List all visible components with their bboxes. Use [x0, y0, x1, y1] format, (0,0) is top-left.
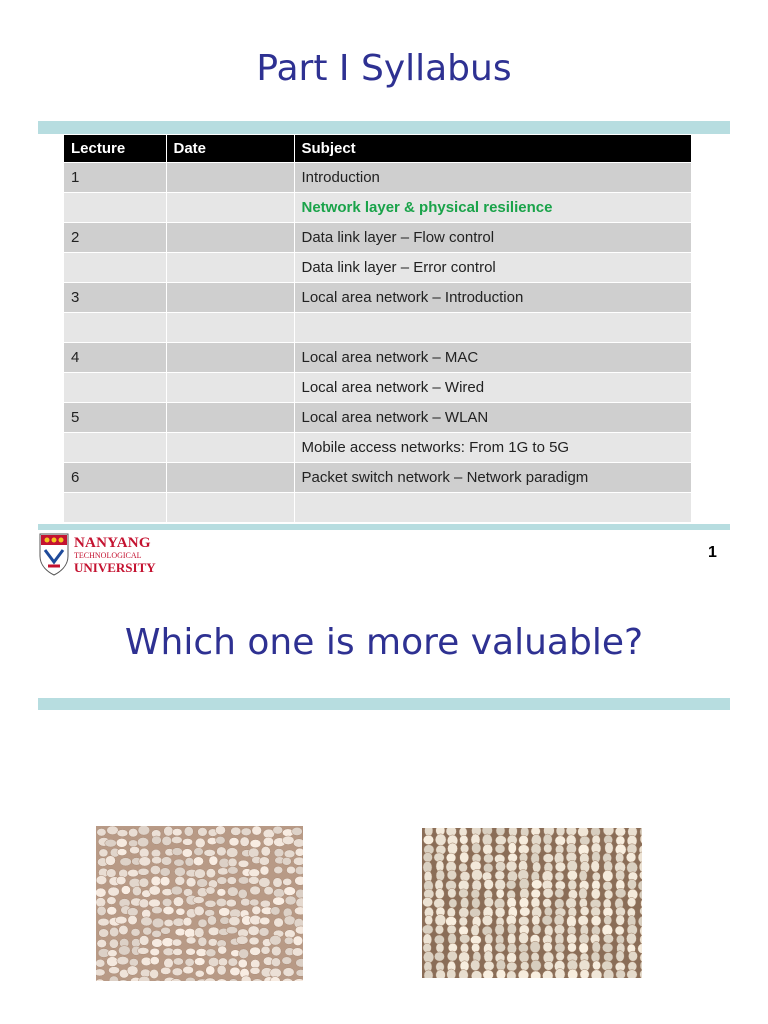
table-row — [64, 343, 691, 373]
table-row — [64, 163, 691, 193]
header-subject: Subject — [294, 135, 691, 163]
cell-subject: Local area network – Wired — [294, 373, 691, 403]
table-row — [64, 493, 691, 523]
table-row — [64, 463, 691, 493]
cell-lecture — [64, 433, 166, 463]
cell-lecture — [64, 493, 166, 523]
table-row — [64, 433, 691, 463]
table-header-row — [64, 135, 691, 163]
table-row — [64, 253, 691, 283]
cell-subject: Introduction — [294, 163, 691, 193]
table-row — [64, 223, 691, 253]
table-row — [64, 193, 691, 223]
cell-date — [166, 223, 294, 253]
cell-lecture: 3 — [64, 283, 166, 313]
cell-date — [166, 313, 294, 343]
header-date: Date — [166, 135, 294, 163]
page-number: 1 — [708, 544, 717, 561]
logo-line2: TECHNOLOGICAL — [74, 551, 142, 560]
slide-title: Part I Syllabus — [256, 48, 512, 89]
logo-line3: UNIVERSITY — [74, 560, 156, 575]
table-row — [64, 313, 691, 343]
header-lecture: Lecture — [64, 135, 166, 163]
cell-subject: Local area network – MAC — [294, 343, 691, 373]
cell-subject: Mobile access networks: From 1G to 5G — [294, 433, 691, 463]
title-underline-bar-2 — [38, 698, 730, 710]
footer-bar — [38, 524, 730, 530]
cell-subject: Data link layer – Error control — [294, 253, 691, 283]
slide-title-2: Which one is more valuable? — [124, 622, 644, 663]
cell-lecture: 1 — [64, 163, 166, 193]
cell-lecture: 2 — [64, 223, 166, 253]
cell-date — [166, 373, 294, 403]
cell-date — [166, 493, 294, 523]
cell-subject: Local area network – WLAN — [294, 403, 691, 433]
cell-subject — [294, 493, 691, 523]
cell-date — [166, 433, 294, 463]
cell-subject: Local area network – Introduction — [294, 283, 691, 313]
cell-date — [166, 193, 294, 223]
cell-subject: Data link layer – Flow control — [294, 223, 691, 253]
ntu-logo — [38, 532, 156, 576]
cell-lecture — [64, 193, 166, 223]
crest-icon — [38, 532, 70, 576]
cell-date — [166, 463, 294, 493]
cell-lecture: 6 — [64, 463, 166, 493]
cell-lecture — [64, 253, 166, 283]
cell-lecture: 5 — [64, 403, 166, 433]
table-row — [64, 283, 691, 313]
cell-date — [166, 343, 294, 373]
table-row — [64, 403, 691, 433]
syllabus-table — [64, 135, 692, 522]
cell-lecture — [64, 313, 166, 343]
cell-lecture: 4 — [64, 343, 166, 373]
cell-subject: Network layer & physical resilience — [294, 193, 691, 223]
cell-date — [166, 283, 294, 313]
cell-date — [166, 163, 294, 193]
loose-pearls-image — [96, 826, 303, 981]
cell-date — [166, 253, 294, 283]
logo-line1: NANYANG — [74, 535, 151, 551]
cell-lecture — [64, 373, 166, 403]
table-row — [64, 373, 691, 403]
cell-date — [166, 403, 294, 433]
cell-subject: Packet switch network – Network paradigm — [294, 463, 691, 493]
title-underline-bar — [38, 121, 730, 134]
cell-subject — [294, 313, 691, 343]
pearl-strands-image — [422, 828, 642, 978]
